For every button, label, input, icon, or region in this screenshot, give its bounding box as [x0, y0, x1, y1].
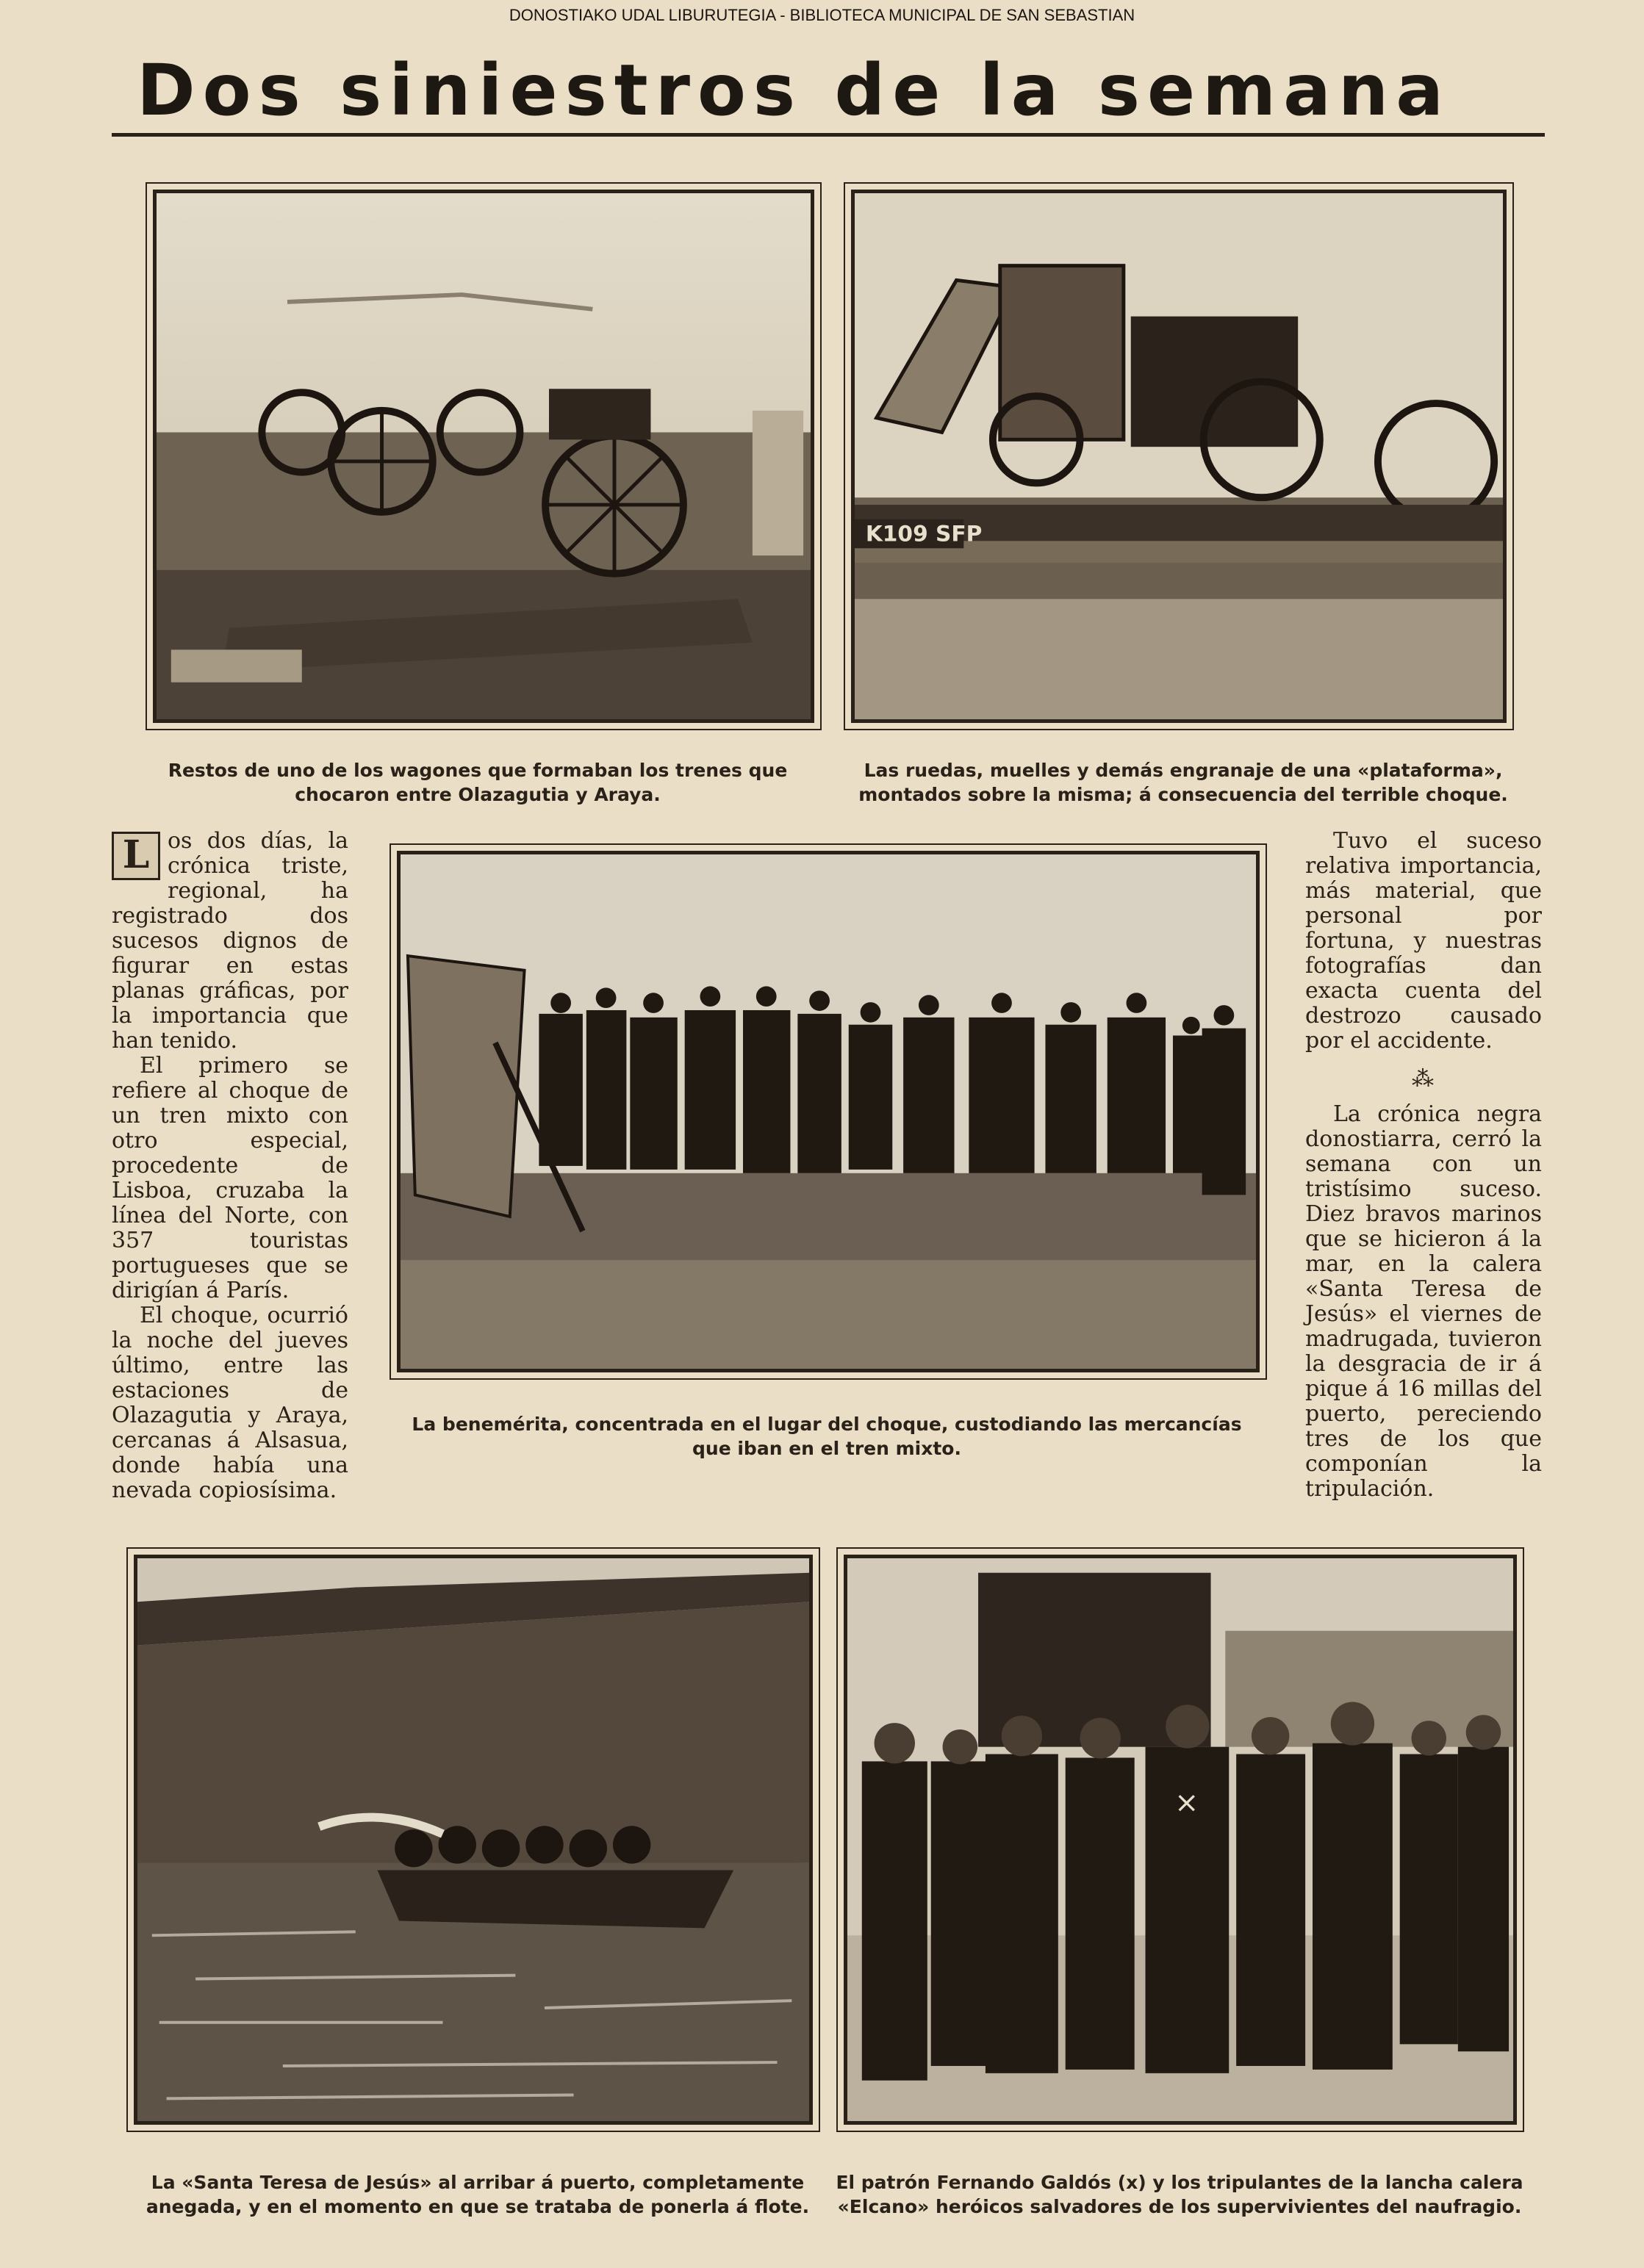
guards-caption — [397, 1412, 1257, 1461]
caption-line: «Elcano» heróicos salvadores de los supervivientes del naufragio. — [837, 2196, 1522, 2217]
platform-plate-text: K109 SFP — [865, 521, 983, 547]
caption-line: El patrón Fernando Galdós (x) y los tripulantes de la lancha calera — [836, 2172, 1523, 2193]
wagon-wreck-caption — [110, 758, 845, 807]
caption-line: Restos de uno de los wagones que formaban los trenes que — [168, 760, 788, 781]
boat-photo-frame — [126, 1547, 820, 2132]
left-paragraph-1: os dos días, la crónica triste, regional, ha registrado dos sucesos dignos de figurar en estas planas gráficas, por la importancia que han tenido. — [112, 828, 348, 1054]
wagon-wreck-photo — [153, 190, 814, 723]
platform-photo — [851, 190, 1507, 723]
caption-line: Las ruedas, muelles y demás engranaje de una «plataforma», — [864, 760, 1503, 781]
page-title: Dos siniestros de la semana — [136, 49, 1451, 132]
left-text-column — [112, 829, 348, 1503]
right-text-column — [1305, 829, 1542, 1502]
boat-photo — [134, 1555, 813, 2125]
caption-line: anegada, y en el momento en que se trataba de ponerla á flote. — [146, 2196, 810, 2217]
caption-line: La «Santa Teresa de Jesús» al arribar á puerto, completamente — [151, 2172, 805, 2193]
left-paragraph-2: El primero se refiere al choque de un tren mixto con otro especial, procedente de Lisboa, cruzaba la línea del Norte, con 357 touristas portugueses que se dirigían á París. — [112, 1053, 348, 1303]
drop-cap: L — [112, 832, 160, 880]
left-paragraph-3: El choque, ocurrió la noche del jueves último, entre las estaciones de Olazagutia y Araya, cercanas á Alsasua, donde había una nevada copiosísima. — [112, 1303, 348, 1503]
caption-line: montados sobre la misma; á consecuencia del terrible choque. — [858, 784, 1508, 805]
platform-photo-frame — [844, 182, 1514, 730]
platform-caption — [852, 758, 1514, 807]
wagon-wreck-photo-frame — [146, 182, 822, 730]
guards-photo-frame — [390, 843, 1267, 1380]
right-paragraph-2: La crónica negra donostiarra, cerró la semana con un tristísimo suceso. Diez bravos marinos que se hicieron á la mar, en la calera «Santa Teresa de Jesús» el viernes de madrugada, tuvieron la desgracia de ir á pique á 16 millas del puerto, pereciendo tres de los que componían la tripulación. — [1305, 1101, 1542, 1502]
svg-text:×: × — [1174, 1785, 1199, 1820]
boat-caption — [110, 2170, 845, 2219]
caption-line: chocaron entre Olazagutia y Araya. — [295, 784, 661, 805]
crew-photo — [844, 1555, 1517, 2125]
right-paragraph-1: Tuvo el suceso relativa importancia, más material, que personal por fortuna, y nuestras fotografías dan exacta cuenta del destrozo causado por el accidente. — [1305, 828, 1542, 1054]
crew-caption — [830, 2170, 1529, 2219]
crew-photo-frame — [836, 1547, 1524, 2132]
title-rule — [112, 133, 1545, 137]
guards-photo — [397, 851, 1260, 1372]
caption-line: que iban en el tren mixto. — [692, 1438, 961, 1459]
caption-line: La benemérita, concentrada en el lugar del choque, custodiando las mercancías — [412, 1414, 1242, 1435]
library-header: DONOSTIAKO UDAL LIBURUTEGIA - BIBLIOTECA MUNICIPAL DE SAN SEBASTIAN — [509, 6, 1135, 24]
section-separator: ⁂ — [1412, 1066, 1435, 1092]
